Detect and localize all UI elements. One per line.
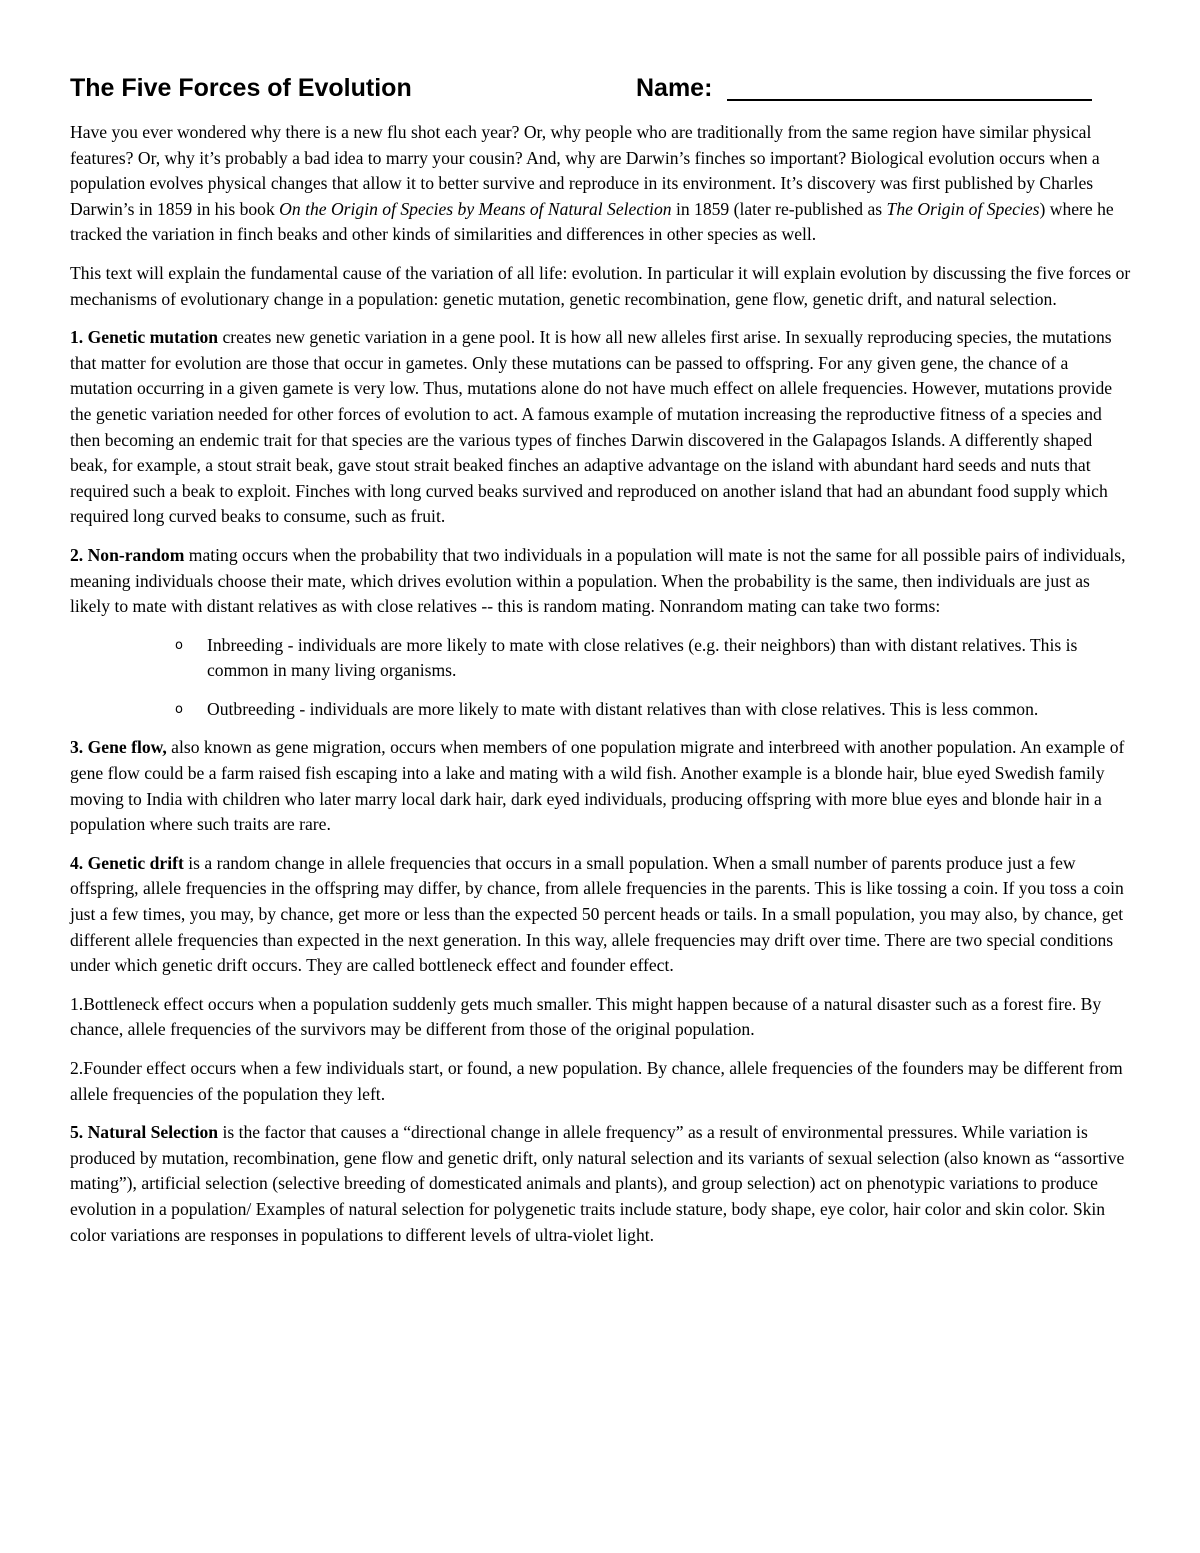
name-label: Name: [636,74,713,102]
section-heading-mutation: 1. Genetic mutation [70,327,219,348]
overview-paragraph: This text will explain the fundamental cause of the variation of all life: evolution. In particular it will explain evolution by discussing the five forces or mechanisms of evolutionary change in a population: genetic mutation, genetic recombination, gene flow, genetic drift, and natural selection. [70,262,1131,309]
hollow-bullet-icon: o [175,701,183,717]
section-heading-nonrandom: 2. Non-random [70,544,185,565]
worksheet-header [70,70,1132,110]
section-non-random-mating [70,543,1132,620]
section-natural-selection [70,1120,1132,1248]
section-text-selection: is the factor that causes a “directional change in allele frequency” as a result of environmental pressures. While variation is produced by mutation, recombination, gene flow and genetic drift, only natural selection and its variants of sexual selection (also known as “assortive mating”), artificial selection (selective breeding of domesticated animals and plants), and group selection) act on phenotypic variations to produce evolution in a population/ Examples of natural selection for polygenetic traits include stature, body shape, eye color, hair color and skin color. Skin color variations are responses in populations to different levels of ultra-violet light. [70,1122,1125,1245]
name-blank-line [727,99,1092,101]
section-genetic-drift [70,851,1132,979]
section-gene-flow [70,735,1132,837]
book-title-short: The Origin of Species [886,198,1040,219]
intro-paragraph [70,120,1132,248]
page-title: The Five Forces of Evolution [70,74,412,102]
outbreeding-text: Outbreeding - individuals are more likely to mate with distant relatives than with close relatives. This is less common. [207,698,1039,719]
mating-forms-list [70,633,1132,723]
section-heading-selection: 5. Natural Selection [70,1122,219,1143]
book-title-full: On the Origin of Species by Means of Natural Selection [279,198,672,219]
section-text-drift: is a random change in allele frequencies that occurs in a small population. When a small number of parents produce just a few offspring, allele frequencies in the offspring may differ, by chance, from allele frequencies in the parents. This is like tossing a coin. If you toss a coin just a few times, you may, by chance, get more or less than the expected 50 percent heads or tails. In a small population, you may also, by chance, get different allele frequencies than expected in the next generation. In this way, allele frequencies may drift over time. There are two special conditions under which genetic drift occurs. They are called bottleneck effect and founder effect. [70,852,1124,976]
intro-text-1: Have you ever wondered why there is a new flu shot each year? Or, why people who are traditionally from the same region have similar physical features? Or, why it’s probably a bad idea to marry your cousin? And, why are Darwin’s finches so important? Biological evolution occurs when a population evolves physical changes that allow it to better survive and reproduce in its environment. It’s discovery was first published by Charles Darwin’s in 1859 in his book [70,122,1100,219]
hollow-bullet-icon: o [175,637,183,653]
list-item-inbreeding [175,633,1132,684]
section-text-nonrandom: mating occurs when the probability that two individuals in a population will mate is not the same for all possible pairs of individuals, meaning individuals choose their mate, which drives evolution within a population. When the probability is the same, then individuals are just as likely to mate with distant relatives as with close relatives -- this is random mating. Nonrandom mating can take two forms: [70,544,1126,617]
list-item-outbreeding [175,697,1132,723]
worksheet-page [70,70,1132,1261]
bottleneck-effect-paragraph: 1.Bottleneck effect occurs when a population suddenly gets much smaller. This might happen because of a natural disaster such as a forest fire. By chance, allele frequencies of the survivors may be different from those of the original population. [70,993,1102,1040]
worksheet-body [70,120,1132,1248]
intro-text-2: in 1859 (later re-published as [671,198,887,219]
section-text-mutation: creates new genetic variation in a gene pool. It is how all new alleles first arise. In sexually reproducing species, the mutations that matter for evolution are those that occur in gametes. Only these mutations can be passed to offspring. For any given gene, the chance of a mutation occurring in a given gamete is very low. Thus, mutations alone do not have much effect on allele frequencies. However, mutations provide the genetic variation needed for other forces of evolution to act. A famous example of mutation increasing the reproductive fitness of a species and then becoming an endemic trait for that species are the various types of finches Darwin discovered in the Galapagos Islands. A differently shaped beak, for example, a stout strait beak, gave stout strait beaked finches an adaptive advantage on the island with abundant hard seeds and nuts that required such a beak to exploit. Finches with long curved beaks survived and reproduced on another island that had an abundant food supply which required long curved beaks to consume, such as fruit. [70,327,1113,527]
section-heading-drift: 4. Genetic drift [70,852,184,873]
section-text-gene-flow: also known as gene migration, occurs when members of one population migrate and interbreed with another population. An example of gene flow could be a farm raised fish escaping into a lake and mating with a wild fish. Another example is a blonde hair, blue eyed Swedish family moving to India with children who later marry local dark hair, dark eyed individuals, producing offspring with more blue eyes and blonde hair in a population where such traits are rare. [70,737,1125,835]
founder-effect-paragraph: 2.Founder effect occurs when a few individuals start, or found, a new population. By chance, allele frequencies of the founders may be different from allele frequencies of the population they left. [70,1058,1123,1104]
inbreeding-text: Inbreeding - individuals are more likely to mate with close relatives (e.g. their neighbors) than with distant relatives. This is common in many living organisms. [207,634,1078,681]
section-genetic-mutation [70,325,1132,530]
section-heading-gene-flow: 3. Gene flow, [70,737,167,758]
intro-text-3: ) where he tracked the variation in finch beaks and other kinds of similarities and differences in other species as well. [70,198,1114,245]
